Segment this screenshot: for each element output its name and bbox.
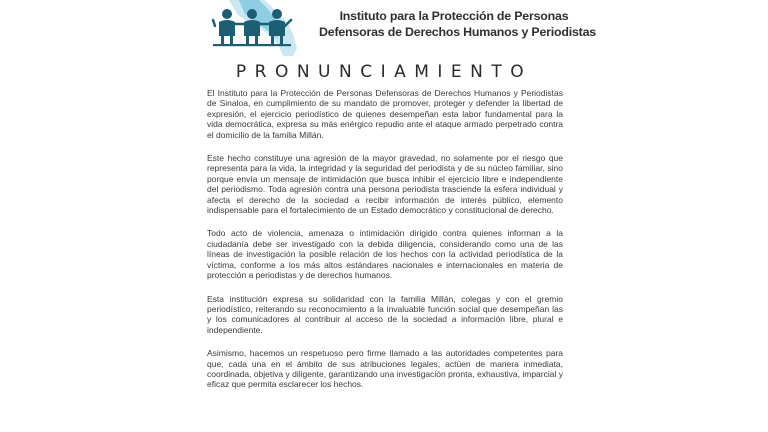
paragraph: El Instituto para la Protección de Personas Defensoras de Derechos Humanos y Periodistas de Sinaloa, en cumplimiento de su mandato de promover, proteger y defender la libertad de expresión, el ejercicio periodístico de quienes desempeñan esta labor fundamental para la vida democrática, expresa su más enérgico repudio ante el ataque armado perpetrado contra el domicilio de la familia Millán.: [207, 88, 563, 140]
institute-name: [319, 8, 596, 40]
document-body: [207, 88, 563, 403]
paragraph: Todo acto de violencia, amenaza o intimidación dirigido contra quienes informan a la ciudadanía debe ser investigado con la debida diligencia, considerando como una de las líneas de investigación la posible relación de los hechos con la actividad periodística de la víctima, conforme a los más altos estándares nacionales e internacionales en materia de protección a periodistas y de derechos humanos.: [207, 228, 563, 281]
three-people-map-logo-icon: [209, 0, 309, 56]
institute-name-line-2: Defensoras de Derechos Humanos y Periodistas: [319, 25, 596, 39]
institute-name-line-1: Instituto para la Protección de Personas: [339, 9, 569, 23]
paragraph: Este hecho constituye una agresión de la mayor gravedad, no solamente por el riesgo que representa para la vida, la integridad y la seguridad del periodista y de su núcleo familiar, sino porque envía un mensaje de intimidación que busca inhibir el ejercicio libre e independiente del periodismo. Toda agresión contra una persona periodista trasciende la esfera individual y afecta el derecho de la sociedad a recibir información de interés público, elemento indispensable para el fortalecimiento de un Estado democrático y constitucional de derecho.: [207, 153, 563, 216]
letterhead: [205, 0, 596, 56]
paragraph: Asimismo, hacemos un respetuoso pero firme llamado a las autoridades competentes para que, cada una en el ámbito de sus atribuciones legales, actúen de manera inmediata, coordinada, objetiva y diligente, garantizando una investigación pronta, exhaustiva, imparcial y eficaz que permita esclarecer los hechos.: [207, 348, 563, 390]
document-title: PRONUNCIAMIENTO: [235, 62, 533, 82]
paragraph: Esta institución expresa su solidaridad con la familia Millán, colegas y con el gremio periodístico, reiterando su reconocimiento a la invaluable función social que desempeñan las y los comunicadores al contribuir al acceso de la sociedad a información libre, plural e independiente.: [207, 293, 563, 335]
